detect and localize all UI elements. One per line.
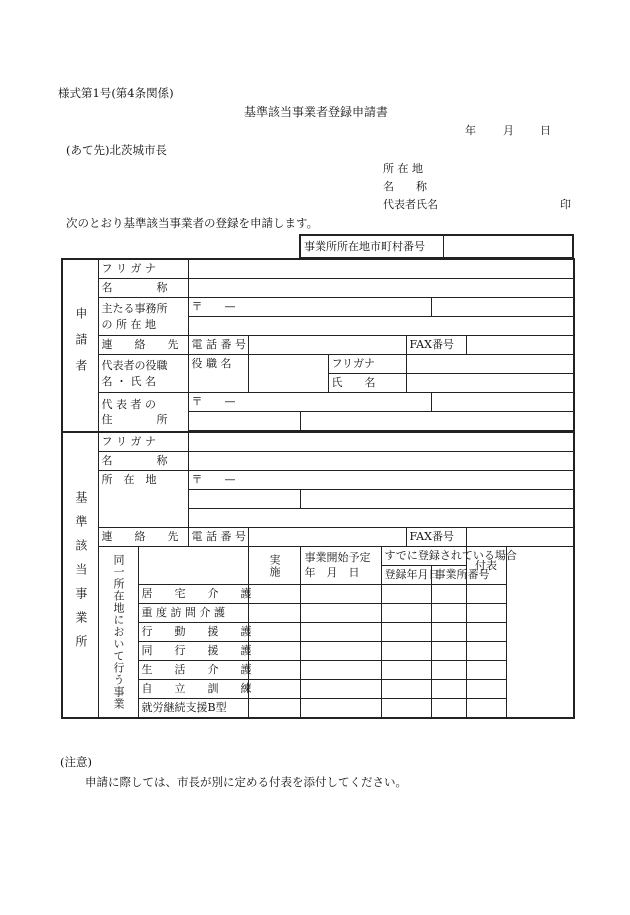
- facility-number-cell[interactable]: [431, 623, 466, 642]
- table-row: [62, 585, 574, 604]
- start-date-cell[interactable]: [300, 642, 381, 661]
- facility-number-cell[interactable]: [431, 699, 466, 719]
- main-office-label: 主たる事務所 の 所 在 地: [98, 298, 188, 336]
- facility-postal-field[interactable]: 〒 —: [188, 471, 574, 490]
- rep-address-field-a[interactable]: [188, 412, 300, 431]
- registered-date-cell[interactable]: [381, 604, 431, 623]
- facility-contact-label: 連 絡 先: [98, 528, 188, 547]
- services-header-blank: [138, 547, 248, 585]
- rep-furigana-label: フリガナ: [328, 355, 406, 374]
- implemented-cell[interactable]: [248, 680, 300, 699]
- attachment-cell[interactable]: [466, 642, 506, 661]
- municipal-number-box: [299, 234, 574, 258]
- facility-phone-field[interactable]: [248, 528, 406, 547]
- implemented-cell[interactable]: [248, 661, 300, 680]
- registered-date-cell[interactable]: [381, 699, 431, 719]
- attachment-cell[interactable]: [466, 585, 506, 604]
- applicant-group-label: 申請者: [62, 259, 98, 432]
- date-day-label: 日: [540, 124, 551, 137]
- rep-name-label: 氏 名: [328, 374, 406, 393]
- attachment-header: 付表: [466, 547, 506, 585]
- applicant-name-row-label: 名 称: [98, 279, 188, 298]
- start-date-cell[interactable]: [300, 604, 381, 623]
- applicant-address-label: 所 在 地: [383, 162, 423, 175]
- main-office-postal[interactable]: 〒 —: [188, 298, 431, 317]
- applicant-phone-field[interactable]: [248, 336, 406, 355]
- implemented-cell[interactable]: [248, 642, 300, 661]
- position-field[interactable]: [248, 355, 328, 393]
- attachment-cell[interactable]: [466, 623, 506, 642]
- applicant-furigana-field[interactable]: [188, 259, 574, 279]
- date-year-label: 年: [465, 124, 476, 137]
- service-name: 就労継続支援B型: [138, 699, 248, 719]
- applicant-name-field[interactable]: [188, 279, 574, 298]
- facility-furigana-field[interactable]: [188, 432, 574, 452]
- notes-text: 申請に際しては、市長が別に定める付表を添付してください。: [85, 775, 407, 789]
- rep-postal-field[interactable]: 〒 —: [188, 393, 431, 412]
- facility-address-field-c[interactable]: [188, 509, 574, 528]
- applicant-name-label: 名 称: [383, 180, 427, 193]
- applicant-representative-label: 代表者氏名: [383, 198, 438, 211]
- table-row: [62, 623, 574, 642]
- form-number: 様式第1号(第4条関係): [58, 86, 174, 100]
- start-date-cell[interactable]: [300, 623, 381, 642]
- facility-phone-label: 電 話 番 号: [188, 528, 248, 547]
- registration-form-table: [61, 258, 575, 719]
- position-label: 役 職 名: [188, 355, 248, 393]
- facility-address-field-b[interactable]: [300, 490, 574, 509]
- start-date-cell[interactable]: [300, 585, 381, 604]
- applicant-fax-label: FAX番号: [406, 336, 466, 355]
- service-name: 同 行 援 護: [138, 642, 248, 661]
- main-office-postal-extra[interactable]: [431, 298, 574, 317]
- rep-name-field[interactable]: [406, 374, 574, 393]
- table-row: [62, 699, 574, 719]
- facility-fax-field[interactable]: [466, 528, 574, 547]
- rep-furigana-field[interactable]: [406, 355, 574, 374]
- date-month-label: 月: [503, 124, 514, 137]
- registered-date-cell[interactable]: [381, 680, 431, 699]
- attachment-cell[interactable]: [466, 699, 506, 719]
- applicant-contact-label: 連 絡 先: [98, 336, 188, 355]
- implemented-header: 実施: [248, 547, 300, 585]
- facility-location-label: 所 在 地: [98, 471, 188, 528]
- service-name: 生 活 介 護: [138, 661, 248, 680]
- start-date-cell[interactable]: [300, 680, 381, 699]
- table-row: [62, 642, 574, 661]
- service-name: 行 動 援 護: [138, 623, 248, 642]
- facility-name-field[interactable]: [188, 452, 574, 471]
- page-title: 基準該当事業者登録申請書: [244, 105, 389, 119]
- already-registered-header: すでに登録されている場合: [381, 547, 466, 566]
- facility-name-label: 名 称: [98, 452, 188, 471]
- implemented-cell[interactable]: [248, 623, 300, 642]
- service-name: 重 度 訪 問 介 護: [138, 604, 248, 623]
- application-statement: 次のとおり基準該当事業者の登録を申請します。: [66, 216, 319, 230]
- main-office-address-field[interactable]: [188, 317, 574, 336]
- municipal-number-label: 事業所所在地市町村番号: [300, 235, 443, 258]
- facility-group-label: 基準該当事業所: [62, 432, 98, 718]
- facility-number-cell[interactable]: [431, 661, 466, 680]
- table-row: [62, 680, 574, 699]
- table-row: [62, 661, 574, 680]
- registered-date-header: 登録年月日: [381, 566, 431, 585]
- facility-furigana-label: フ リ ガ ナ: [98, 432, 188, 452]
- facility-address-field-a[interactable]: [188, 490, 300, 509]
- applicant-fax-field[interactable]: [466, 336, 574, 355]
- representative-title-label: 代表者の役職 名 ・ 氏 名: [98, 355, 188, 393]
- implemented-cell[interactable]: [248, 604, 300, 623]
- applicant-furigana-label: フ リ ガ ナ: [98, 259, 188, 279]
- attachment-cell[interactable]: [466, 604, 506, 623]
- service-name: 居 宅 介 護: [138, 585, 248, 604]
- implemented-cell[interactable]: [248, 699, 300, 719]
- rep-address-field-b[interactable]: [300, 412, 574, 431]
- table-row: [62, 604, 574, 623]
- services-group-label: 同一所在地において行う事業: [98, 547, 138, 719]
- registered-date-cell[interactable]: [381, 661, 431, 680]
- registered-date-cell[interactable]: [381, 585, 431, 604]
- attachment-cell[interactable]: [466, 661, 506, 680]
- applicant-phone-label: 電 話 番 号: [188, 336, 248, 355]
- facility-number-cell[interactable]: [431, 585, 466, 604]
- facility-fax-label: FAX番号: [406, 528, 466, 547]
- registered-date-cell[interactable]: [381, 642, 431, 661]
- service-name: 自 立 訓 練: [138, 680, 248, 699]
- facility-number-cell[interactable]: [431, 680, 466, 699]
- facility-number-header: 事業所番号: [431, 566, 466, 585]
- notes-heading: (注意): [60, 755, 92, 769]
- attachment-cell[interactable]: [466, 680, 506, 699]
- start-date-cell[interactable]: [300, 699, 381, 719]
- facility-number-cell[interactable]: [431, 642, 466, 661]
- implemented-cell[interactable]: [248, 585, 300, 604]
- seal-mark: 印: [560, 198, 571, 211]
- registered-date-cell[interactable]: [381, 623, 431, 642]
- start-date-cell[interactable]: [300, 661, 381, 680]
- facility-number-cell[interactable]: [431, 604, 466, 623]
- rep-postal-extra[interactable]: [431, 393, 574, 412]
- municipal-number-field[interactable]: [443, 235, 573, 258]
- representative-address-label: 代 表 者 の 住 所: [98, 393, 188, 433]
- addressee: (あて先)北茨城市長: [66, 143, 167, 157]
- start-date-header: 事業開始予定 年 月 日: [300, 547, 381, 585]
